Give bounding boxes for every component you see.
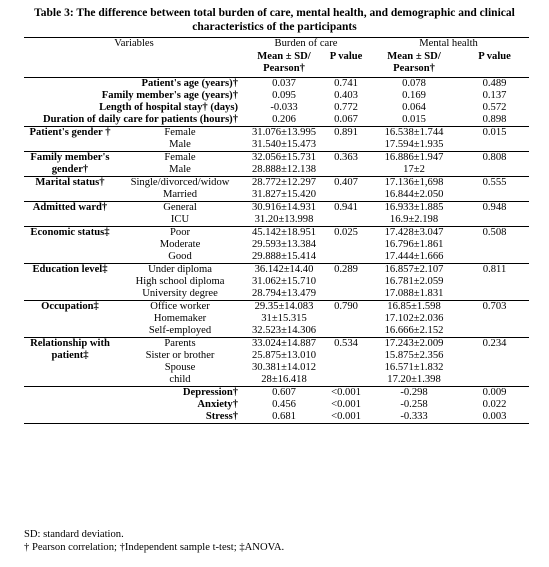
- boc-value: 31.062±15.710: [251, 276, 317, 287]
- table-row: [24, 411, 529, 424]
- table-row: [24, 264, 529, 277]
- row-label: Patient's age (years)†: [24, 78, 244, 91]
- boc-value: 0.037: [244, 78, 324, 91]
- row-label: Family member's age (years)†: [101, 90, 239, 101]
- mh-value: 0.078: [368, 78, 460, 91]
- mh-p-value: 0.948: [460, 202, 529, 227]
- mh-p-value: 0.572: [482, 102, 507, 113]
- mh-p-value: 0.508: [460, 227, 529, 264]
- mh-value: -0.333: [368, 411, 460, 424]
- group-label: Marital status†: [24, 177, 116, 202]
- results-table: [24, 37, 529, 424]
- boc-p-value: <0.001: [324, 411, 368, 424]
- boc-p-value: 0.067: [334, 114, 358, 125]
- subgroup-label: High school diploma: [135, 276, 225, 287]
- boc-value: 31±15.315: [261, 313, 307, 324]
- subgroup-label: University degree: [142, 288, 218, 299]
- mh-p-value: 0.234: [460, 338, 529, 387]
- footnotes: [24, 528, 529, 554]
- mh-mean-header: Mean ± SD/ Pearson†: [387, 51, 441, 74]
- subgroup-label: Female: [116, 127, 244, 140]
- boc-value: 31.827±15.420: [251, 189, 317, 200]
- boc-p-value: <0.001: [331, 399, 361, 410]
- mh-value: 0.169: [402, 90, 426, 101]
- mh-value: -0.258: [400, 399, 428, 410]
- subgroup-label: Homemaker: [153, 313, 207, 324]
- boc-p-value: 0.363: [324, 152, 368, 177]
- mh-value: 17.243±2.009: [368, 338, 460, 351]
- mh-p-value: 0.811: [460, 264, 529, 301]
- mh-value: 0.064: [402, 102, 426, 113]
- table-row: [24, 202, 529, 215]
- table-row: [24, 177, 529, 190]
- group-label: Relationship with patient‡: [24, 338, 116, 387]
- table-title: Table 3: The difference between total burden of care, mental health, and demographic and clinical characteristics of the participants: [34, 7, 515, 33]
- group-label: Occupation‡: [24, 301, 116, 338]
- boc-value: 0.607: [244, 387, 324, 400]
- subgroup-label: Poor: [116, 227, 244, 240]
- boc-value: 45.142±18.951: [244, 227, 324, 240]
- table-row: [24, 152, 529, 165]
- subgroup-label: Good: [168, 251, 192, 262]
- row-label: Depression†: [24, 387, 244, 400]
- mh-value: 16.538±1.744: [368, 127, 460, 140]
- boc-mean-header: Mean ± SD/ Pearson†: [257, 51, 311, 74]
- footnote-sd: SD: standard deviation.: [24, 529, 124, 540]
- table-row: [24, 227, 529, 240]
- group-label: Economic status‡: [24, 227, 116, 264]
- subgroup-label: Parents: [116, 338, 244, 351]
- boc-value: 30.381±14.012: [251, 362, 317, 373]
- mh-value: 16.571±1.832: [384, 362, 444, 373]
- boc-p-value: <0.001: [324, 387, 368, 400]
- boc-value: 31.076±13.995: [244, 127, 324, 140]
- mh-p-header: P value: [478, 51, 511, 62]
- group-label: Education level‡: [24, 264, 116, 301]
- mh-p-value: 0.009: [460, 387, 529, 400]
- row-label: Anxiety†: [197, 399, 239, 410]
- table-row: [24, 127, 529, 140]
- variables-header: Variables: [24, 38, 244, 78]
- mh-p-value: 0.898: [482, 114, 507, 125]
- mh-value: 16.933±1.885: [368, 202, 460, 215]
- subgroup-label: Female: [116, 152, 244, 165]
- mh-value: -0.298: [368, 387, 460, 400]
- boc-value: 32.056±15.731: [244, 152, 324, 165]
- subgroup-label: Office worker: [116, 301, 244, 314]
- burden-of-care-header: Burden of care: [244, 38, 368, 52]
- mh-value: 17.20±1.398: [387, 374, 441, 385]
- boc-p-value: 0.772: [334, 102, 358, 113]
- mh-value: 16.9±2.198: [389, 214, 439, 225]
- mh-value: 17.428±3.047: [368, 227, 460, 240]
- subgroup-label: child: [169, 374, 191, 385]
- boc-value: 28.772±12.297: [244, 177, 324, 190]
- boc-value: 28±16.418: [261, 374, 307, 385]
- mh-p-value: 0.489: [460, 78, 529, 91]
- boc-p-value: 0.941: [324, 202, 368, 227]
- subgroup-label: Married: [162, 189, 198, 200]
- boc-value: 36.142±14.40: [244, 264, 324, 277]
- row-label: Duration of daily care for patients (hours)†: [43, 114, 239, 125]
- group-label: Patient's gender †: [24, 127, 116, 152]
- table-row: [24, 114, 529, 127]
- table-row: [24, 338, 529, 351]
- table-row: [24, 301, 529, 314]
- boc-value: 29.593±13.384: [251, 239, 317, 250]
- table-row: [24, 399, 529, 411]
- mh-p-value: 0.555: [460, 177, 529, 202]
- boc-value: 0.206: [272, 114, 296, 125]
- subgroup-label: Sister or brother: [145, 350, 215, 361]
- table-row: [24, 78, 529, 91]
- mh-value: 16.85±1.598: [368, 301, 460, 314]
- mental-health-header: Mental health: [368, 38, 529, 52]
- boc-p-value: 0.025: [324, 227, 368, 264]
- subgroup-label: Moderate: [159, 239, 201, 250]
- mh-value: 16.666±2.152: [384, 325, 444, 336]
- boc-value: 29.888±15.414: [251, 251, 317, 262]
- table-row: [24, 387, 529, 400]
- subgroup-label: Single/divorced/widow: [116, 177, 244, 190]
- boc-value: 0.456: [272, 399, 296, 410]
- boc-value: 28.888±12.138: [251, 164, 317, 175]
- boc-p-value: 0.407: [324, 177, 368, 202]
- boc-value: 28.794±13.479: [251, 288, 317, 299]
- mh-value: 17.594±1.935: [384, 139, 444, 150]
- boc-p-header: P value: [329, 51, 363, 62]
- subgroup-label: Self-employed: [148, 325, 212, 336]
- subgroup-label: Under diploma: [116, 264, 244, 277]
- mh-value: 0.015: [402, 114, 426, 125]
- table-body: [24, 78, 529, 424]
- boc-value: 31.20±13.998: [254, 214, 314, 225]
- mh-p-value: 0.003: [460, 411, 529, 424]
- boc-value: 30.916±14.931: [244, 202, 324, 215]
- mh-value: 17±2: [403, 164, 425, 175]
- subgroup-label: Spouse: [164, 362, 196, 373]
- mh-value: 16.857±2.107: [368, 264, 460, 277]
- mh-value: 16.886±1.947: [368, 152, 460, 165]
- boc-value: 0.681: [244, 411, 324, 424]
- group-label: Admitted ward†: [24, 202, 116, 227]
- mh-value: 15.875±2.356: [384, 350, 444, 361]
- boc-value: 32.523±14.306: [251, 325, 317, 336]
- mh-p-value: 0.015: [460, 127, 529, 152]
- mh-value: 17.136±1,698: [368, 177, 460, 190]
- footnote-tests: † Pearson correlation; †Independent sample t-test; ‡ANOVA.: [24, 542, 285, 553]
- subgroup-label: ICU: [170, 214, 190, 225]
- mh-value: 17.102±2.036: [384, 313, 444, 324]
- boc-p-value: 0.790: [324, 301, 368, 338]
- header-row-1: [24, 38, 529, 52]
- mh-value: 17.088±1.831: [384, 288, 444, 299]
- boc-value: 31.540±15.473: [251, 139, 317, 150]
- table-row: [24, 102, 529, 114]
- table-row: [24, 90, 529, 102]
- boc-p-value: 0.891: [324, 127, 368, 152]
- mh-value: 16.844±2.050: [384, 189, 444, 200]
- mh-value: 16.796±1.861: [384, 239, 444, 250]
- boc-value: 29.35±14.083: [244, 301, 324, 314]
- mh-value: 16.781±2.059: [384, 276, 444, 287]
- boc-value: 0.095: [272, 90, 296, 101]
- subgroup-label: Male: [169, 139, 191, 150]
- subgroup-label: Male: [169, 164, 191, 175]
- row-label: Stress†: [24, 411, 244, 424]
- boc-value: -0.033: [270, 102, 298, 113]
- boc-value: 33.024±14.887: [244, 338, 324, 351]
- subgroup-label: General: [116, 202, 244, 215]
- boc-p-value: 0.741: [324, 78, 368, 91]
- row-label: Length of hospital stay† (days): [99, 102, 239, 113]
- mh-p-value: 0.703: [460, 301, 529, 338]
- boc-p-value: 0.403: [334, 90, 358, 101]
- group-label: Family member's gender†: [24, 152, 116, 177]
- mh-value: 17.444±1.666: [384, 251, 444, 262]
- mh-p-value: 0.022: [482, 399, 507, 410]
- boc-p-value: 0.534: [324, 338, 368, 387]
- boc-value: 25.875±13.010: [251, 350, 317, 361]
- mh-p-value: 0.137: [482, 90, 507, 101]
- boc-p-value: 0.289: [324, 264, 368, 301]
- mh-p-value: 0.808: [460, 152, 529, 177]
